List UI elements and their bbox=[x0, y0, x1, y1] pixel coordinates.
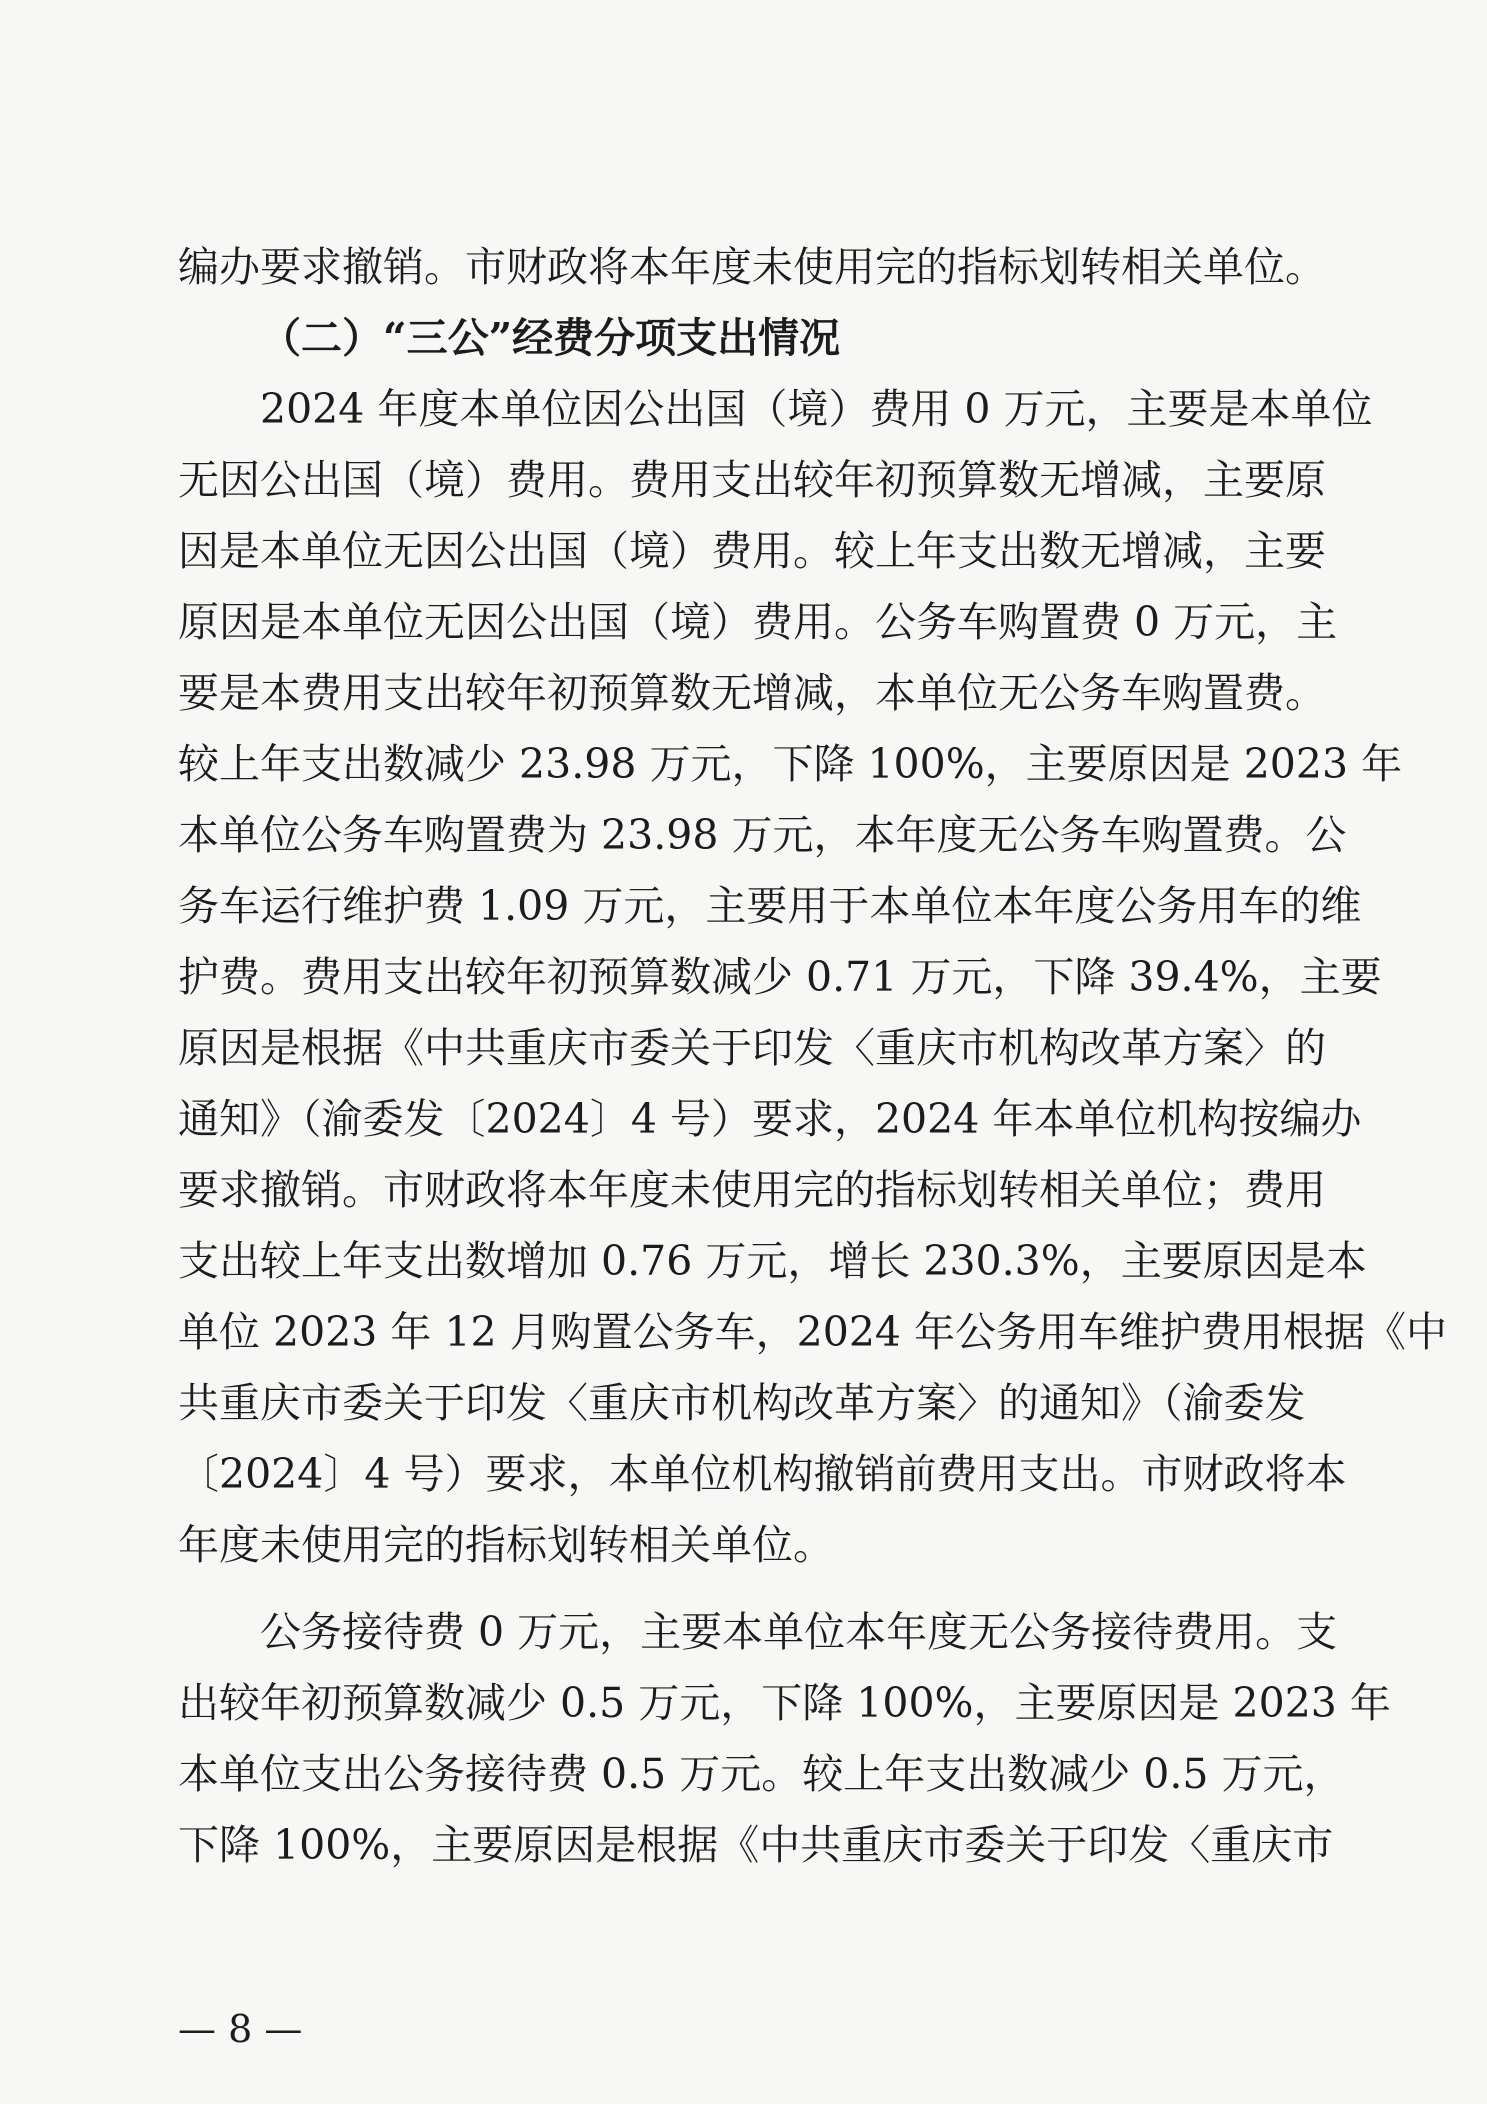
text-line: 本单位支出公务接待费 0.5 万元。较上年支出数减少 0.5 万元， bbox=[178, 1750, 1345, 1798]
paragraph-first-line: 2024 年度本单位因公出国（境）费用 0 万元，主要是本单位 bbox=[260, 385, 1373, 433]
text-line: 较上年支出数减少 23.98 万元，下降 100%，主要原因是 2023 年 bbox=[178, 740, 1403, 788]
text-line: 要是本费用支出较年初预算数无增减，本单位无公务车购置费。 bbox=[178, 669, 1326, 717]
paragraph-first-line: 公务接待费 0 万元，主要本单位本年度无公务接待费用。支 bbox=[260, 1608, 1338, 1656]
text-line: 单位 2023 年 12 月购置公务车，2024 年公务用车维护费用根据《中 bbox=[178, 1308, 1448, 1356]
text-line: 〔2024〕4 号）要求，本单位机构撤销前费用支出。市财政将本 bbox=[178, 1450, 1347, 1498]
document-body bbox=[178, 232, 1448, 1881]
section-heading: （二）“三公”经费分项支出情况 bbox=[260, 314, 841, 362]
text-line: 原因是本单位无因公出国（境）费用。公务车购置费 0 万元，主 bbox=[178, 598, 1338, 646]
page-number: — 8 — bbox=[178, 2007, 303, 2051]
text-line: 下降 100%，主要原因是根据《中共重庆市委关于印发〈重庆市 bbox=[178, 1821, 1334, 1869]
paragraph-gap bbox=[178, 1581, 1300, 1597]
text-line: 原因是根据《中共重庆市委关于印发〈重庆市机构改革方案〉的 bbox=[178, 1024, 1326, 1072]
text-line: 通知》（渝委发〔2024〕4 号）要求，2024 年本单位机构按编办 bbox=[178, 1095, 1362, 1143]
text-line: 无因公出国（境）费用。费用支出较年初预算数无增减，主要原 bbox=[178, 456, 1326, 504]
text-line: 务车运行维护费 1.09 万元，主要用于本单位本年度公务用车的维 bbox=[178, 882, 1362, 930]
text-line: 编办要求撤销。市财政将本年度未使用完的指标划转相关单位。 bbox=[178, 243, 1326, 291]
text-line: 共重庆市委关于印发〈重庆市机构改革方案〉的通知》（渝委发 bbox=[178, 1379, 1306, 1427]
paragraph-last-line: 年度未使用完的指标划转相关单位。 bbox=[178, 1521, 834, 1569]
text-line: 因是本单位无因公出国（境）费用。较上年支出数无增减，主要 bbox=[178, 527, 1326, 575]
text-line: 护费。费用支出较年初预算数减少 0.71 万元，下降 39.4%，主要 bbox=[178, 953, 1382, 1001]
text-line: 支出较上年支出数增加 0.76 万元，增长 230.3%，主要原因是本 bbox=[178, 1237, 1367, 1285]
text-line: 出较年初预算数减少 0.5 万元，下降 100%，主要原因是 2023 年 bbox=[178, 1679, 1391, 1727]
text-line: 要求撤销。市财政将本年度未使用完的指标划转相关单位；费用 bbox=[178, 1166, 1326, 1214]
text-line: 本单位公务车购置费为 23.98 万元，本年度无公务车购置费。公 bbox=[178, 811, 1347, 859]
